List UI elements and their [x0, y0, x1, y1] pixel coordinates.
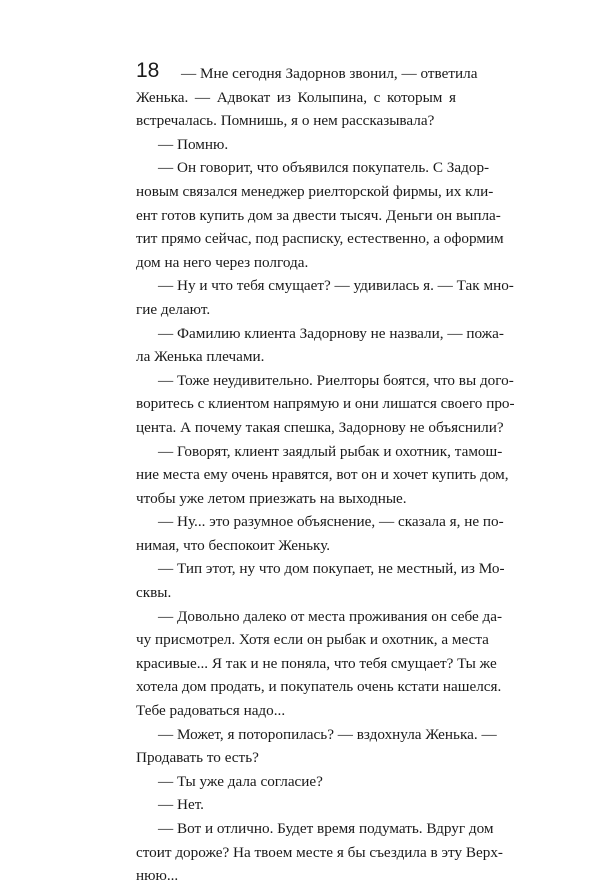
page-number: 18: [136, 59, 160, 82]
text-line: — Фамилию клиента Задорнову не назвали, — пожа-: [158, 324, 504, 342]
text-line: тит прямо сейчас, под расписку, естественно, а оформим: [136, 230, 504, 248]
text-line: — Может, я поторопилась? — вздохнула Женька. —: [158, 725, 497, 743]
text-line: — Ты уже дала согласие?: [158, 772, 323, 790]
text-line: — Вот и отлично. Будет время подумать. Вдруг дом: [158, 820, 494, 837]
text-line: ние места ему очень нравятся, вот он и хочет купить дом,: [136, 466, 509, 484]
text-line: воритесь с клиентом напрямую и они лишатся своего про-: [136, 395, 515, 413]
text-line: стоит дороже? На твоем месте я бы съездила в эту Верх-: [136, 843, 503, 861]
text-line: дом на него через полгода.: [136, 253, 309, 271]
text-line: Продавать то есть?: [136, 749, 259, 767]
text-line: цента. А почему такая спешка, Задорнову не объяснили?: [136, 418, 504, 436]
text-line: нюю...: [136, 867, 179, 885]
text-line: — Мне сегодня Задорнов звонил, — ответила: [181, 65, 478, 82]
text-line: сквы.: [136, 584, 172, 602]
text-line: — Ну... это разумное объяснение, — сказала я, не по-: [158, 513, 504, 531]
text-line: — Он говорит, что объявился покупатель. С Задор-: [158, 159, 490, 177]
text-line: ла Женька плечами.: [136, 348, 265, 366]
text-line: гие делают.: [136, 300, 211, 318]
text-line: хотела дом продать, и покупатель очень кстати нашелся.: [136, 678, 502, 696]
text-line: — Тип этот, ну что дом покупает, не местный, из Мо-: [158, 560, 505, 578]
text-line: чтобы уже летом приезжать на выходные.: [136, 489, 407, 507]
text-line: — Нет.: [158, 796, 204, 814]
text-line: встречалась. Помнишь, я о нем рассказывала?: [136, 112, 435, 130]
text-line: — Тоже неудивительно. Риелторы боятся, что вы дого-: [158, 371, 514, 389]
body-text: [136, 59, 515, 888]
text-line: нимая, что беспокоит Женьку.: [136, 536, 331, 554]
text-line: чу присмотрел. Хотя если он рыбак и охотник, а места: [136, 631, 489, 649]
text-line: — Говорят, клиент заядлый рыбак и охотник, тамош-: [158, 442, 503, 460]
text-line: новым связался менеджер риелторской фирмы, их кли-: [136, 182, 494, 200]
text-line: — Довольно далеко от места проживания он себе да-: [158, 607, 503, 625]
text-line: — Помню.: [158, 135, 229, 153]
text-line: — Ну и что тебя смущает? — удивилась я. — Так мно-: [158, 277, 514, 295]
text-line: ент готов купить дом за двести тысяч. Деньги он выпла-: [136, 206, 501, 224]
text-line: Тебе радоваться надо...: [136, 702, 286, 720]
text-line: Женька. — Адвокат из Колыпина, с которым я: [136, 88, 456, 106]
text-line: красивые... Я так и не поняла, что тебя смущает? Ты же: [136, 654, 497, 672]
